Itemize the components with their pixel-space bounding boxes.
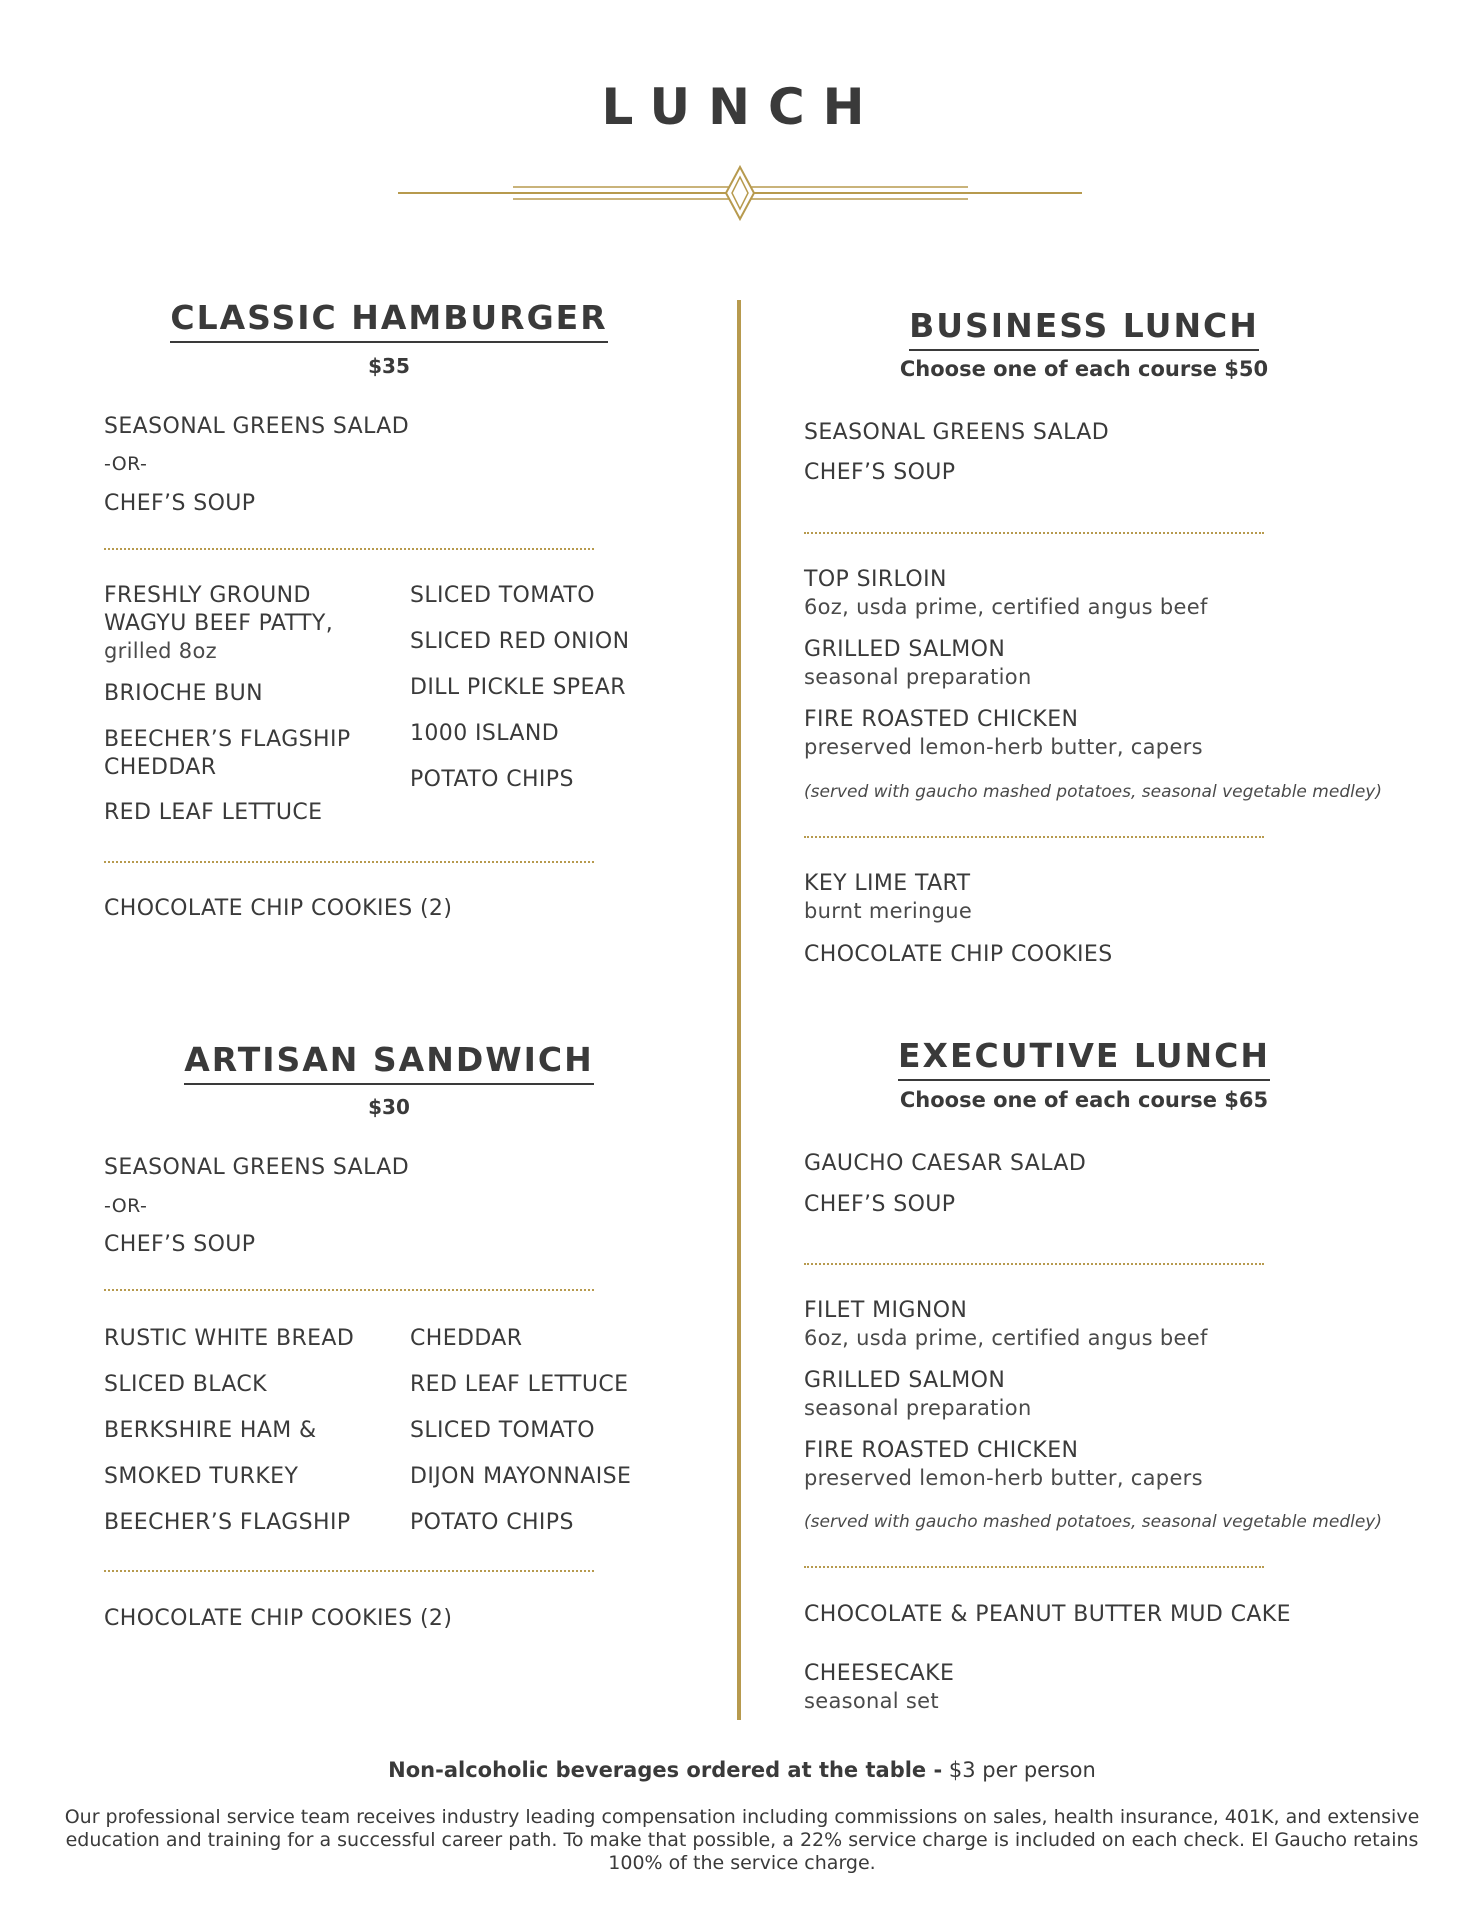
sandwich-right-item: POTATO CHIPS (410, 1510, 574, 1535)
executive-heading: EXECUTIVE LUNCH (804, 1036, 1364, 1075)
executive-subtitle: Choose one of each course $65 (899, 1088, 1269, 1112)
sandwich-right-item: DIJON MAYONNAISE (410, 1464, 632, 1489)
divider-dotted (104, 548, 594, 550)
sandwich-starter-1: SEASONAL GREENS SALAD (104, 1155, 410, 1180)
divider-dotted (104, 861, 594, 863)
sandwich-left-item: BEECHER’S FLAGSHIP (104, 1510, 351, 1535)
executive-main: GRILLED SALMON seasonal preparation (804, 1368, 1032, 1420)
sandwich-right-item: SLICED TOMATO (410, 1418, 595, 1443)
business-starter: SEASONAL GREENS SALAD (804, 420, 1110, 445)
hamburger-starter-2: CHEF’S SOUP (104, 491, 256, 516)
business-note: (served with gaucho mashed potatoes, seasonal vegetable medley) (804, 782, 1382, 802)
center-divider (737, 300, 741, 1720)
beverage-note: Non-alcoholic beverages ordered at the table - $3 per person (388, 1758, 1096, 1782)
business-heading: BUSINESS LUNCH (804, 306, 1364, 345)
business-dessert: CHOCOLATE CHIP COOKIES (804, 942, 1113, 967)
sandwich-right-item: RED LEAF LETTUCE (410, 1372, 629, 1397)
executive-dessert: CHOCOLATE & PEANUT BUTTER MUD CAKE (804, 1602, 1291, 1627)
sandwich-right-item: CHEDDAR (410, 1326, 523, 1351)
business-main: TOP SIRLOIN 6oz, usda prime, certified angus beef (804, 567, 1208, 619)
sandwich-dessert: CHOCOLATE CHIP COOKIES (2) (104, 1606, 453, 1631)
divider-dotted (104, 1570, 594, 1572)
hamburger-starter-1: SEASONAL GREENS SALAD (104, 414, 410, 439)
hamburger-price: $35 (368, 354, 410, 378)
ornament-divider-icon (398, 165, 1082, 221)
business-starter: CHEF’S SOUP (804, 460, 956, 485)
business-main: GRILLED SALMON seasonal preparation (804, 637, 1032, 689)
sandwich-left-item: RUSTIC WHITE BREAD (104, 1326, 355, 1351)
sandwich-starter-2: CHEF’S SOUP (104, 1232, 256, 1257)
sandwich-left-item: BERKSHIRE HAM & (104, 1418, 317, 1443)
business-subtitle: Choose one of each course $50 (899, 357, 1269, 381)
divider-dotted (804, 1263, 1264, 1265)
divider-dotted (104, 1289, 594, 1291)
hamburger-right-item: SLICED TOMATO (410, 583, 595, 608)
executive-main: FILET MIGNON 6oz, usda prime, certified angus beef (804, 1298, 1208, 1350)
page-title: LUNCH (601, 78, 883, 136)
hamburger-or: -OR- (104, 453, 148, 475)
executive-starter: CHEF’S SOUP (804, 1192, 956, 1217)
sandwich-or: -OR- (104, 1195, 148, 1217)
sandwich-left-item: SMOKED TURKEY (104, 1464, 299, 1489)
business-dessert: KEY LIME TART burnt meringue (804, 871, 973, 923)
divider-dotted (804, 836, 1264, 838)
hamburger-dessert: CHOCOLATE CHIP COOKIES (2) (104, 896, 453, 921)
divider-dotted (804, 1566, 1264, 1568)
executive-note: (served with gaucho mashed potatoes, seasonal vegetable medley) (804, 1512, 1382, 1532)
sandwich-heading: ARTISAN SANDWICH (104, 1040, 674, 1079)
hamburger-left-item: BEECHER’S FLAGSHIP CHEDDAR (104, 727, 351, 780)
hamburger-left-item: RED LEAF LETTUCE (104, 800, 323, 825)
hamburger-left-item: BRIOCHE BUN (104, 681, 264, 706)
hamburger-right-item: SLICED RED ONION (410, 629, 630, 654)
hamburger-right-item: DILL PICKLE SPEAR (410, 675, 626, 700)
divider-dotted (804, 532, 1264, 534)
sandwich-left-item: SLICED BLACK (104, 1372, 268, 1397)
hamburger-right-item: POTATO CHIPS (410, 767, 574, 792)
executive-dessert: CHEESECAKE seasonal set (804, 1661, 955, 1713)
business-main: FIRE ROASTED CHICKEN preserved lemon-herb butter, capers (804, 707, 1203, 759)
hamburger-right-item: 1000 ISLAND (410, 721, 560, 746)
sandwich-price: $30 (368, 1095, 410, 1119)
hamburger-left-item: FRESHLY GROUND WAGYU BEEF PATTY, grilled 8oz (104, 583, 334, 663)
hamburger-heading: CLASSIC HAMBURGER (104, 298, 674, 337)
service-charge-note: Our professional service team receives industry leading compensation including commissions on sales, health insurance, 401K, and extensive education and training for a successful career path. To make that possible, a 22% service charge is included on each check. El Gaucho retains 100% of the service charge. (64, 1806, 1420, 1874)
executive-main: FIRE ROASTED CHICKEN preserved lemon-herb butter, capers (804, 1438, 1203, 1490)
executive-starter: GAUCHO CAESAR SALAD (804, 1151, 1087, 1176)
